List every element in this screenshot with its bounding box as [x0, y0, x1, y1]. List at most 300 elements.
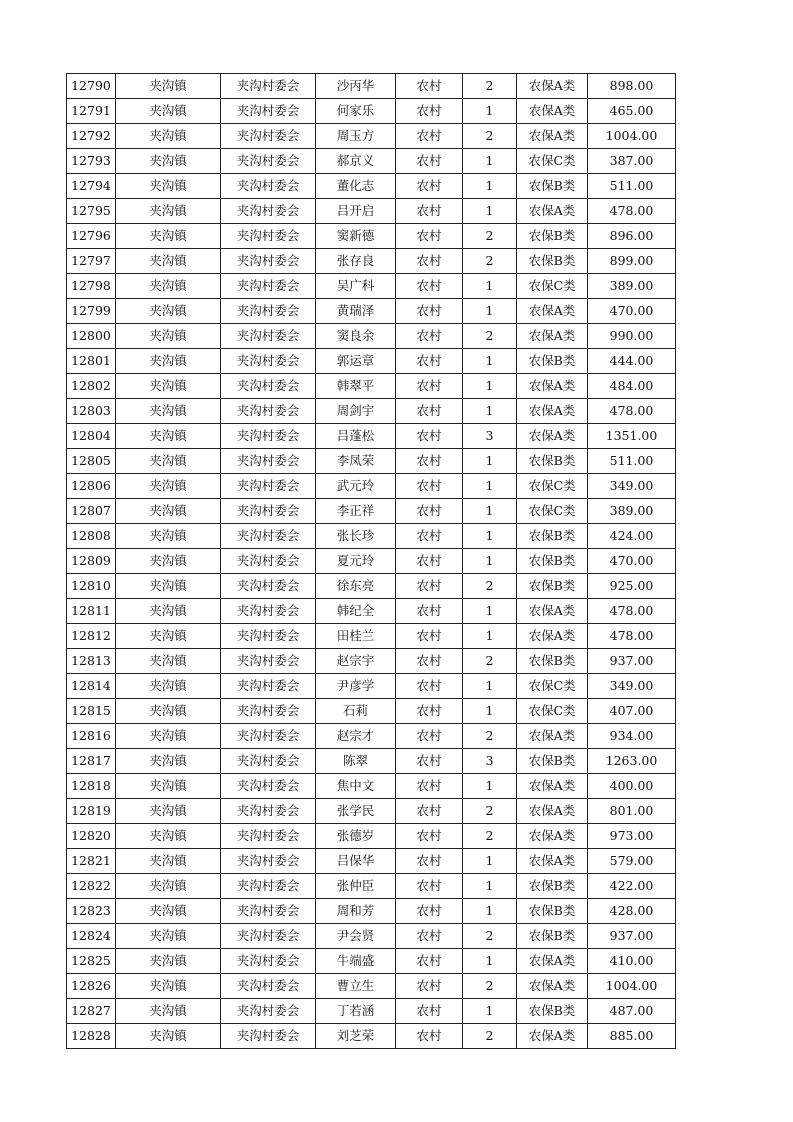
town-cell: 夹沟镇 [116, 274, 221, 299]
town-cell: 夹沟镇 [116, 99, 221, 124]
village-committee-cell: 夹沟村委会 [221, 724, 316, 749]
category-cell: 农保A类 [517, 199, 588, 224]
category-cell: 农保A类 [517, 974, 588, 999]
village-committee-cell: 夹沟村委会 [221, 849, 316, 874]
household-count-cell: 1 [463, 199, 517, 224]
town-cell: 夹沟镇 [116, 699, 221, 724]
town-cell: 夹沟镇 [116, 599, 221, 624]
record-id-cell: 12827 [67, 999, 116, 1024]
amount-cell: 937.00 [588, 924, 676, 949]
area-type-cell: 农村 [396, 524, 463, 549]
village-committee-cell: 夹沟村委会 [221, 199, 316, 224]
name-cell: 张仲臣 [316, 874, 396, 899]
area-type-cell: 农村 [396, 949, 463, 974]
amount-cell: 444.00 [588, 349, 676, 374]
amount-cell: 937.00 [588, 649, 676, 674]
name-cell: 张存良 [316, 249, 396, 274]
area-type-cell: 农村 [396, 249, 463, 274]
household-count-cell: 1 [463, 499, 517, 524]
area-type-cell: 农村 [396, 399, 463, 424]
amount-cell: 410.00 [588, 949, 676, 974]
record-id-cell: 12809 [67, 549, 116, 574]
household-count-cell: 3 [463, 749, 517, 774]
record-id-cell: 12808 [67, 524, 116, 549]
table-row [67, 1024, 676, 1049]
household-count-cell: 1 [463, 599, 517, 624]
area-type-cell: 农村 [396, 299, 463, 324]
town-cell: 夹沟镇 [116, 299, 221, 324]
area-type-cell: 农村 [396, 174, 463, 199]
amount-cell: 973.00 [588, 824, 676, 849]
category-cell: 农保B类 [517, 449, 588, 474]
area-type-cell: 农村 [396, 699, 463, 724]
village-committee-cell: 夹沟村委会 [221, 999, 316, 1024]
town-cell: 夹沟镇 [116, 774, 221, 799]
amount-cell: 1004.00 [588, 974, 676, 999]
table-row [67, 174, 676, 199]
record-id-cell: 12816 [67, 724, 116, 749]
record-id-cell: 12804 [67, 424, 116, 449]
name-cell: 董化志 [316, 174, 396, 199]
record-id-cell: 12807 [67, 499, 116, 524]
category-cell: 农保B类 [517, 574, 588, 599]
household-count-cell: 2 [463, 824, 517, 849]
data-table [66, 73, 676, 1049]
category-cell: 农保B类 [517, 224, 588, 249]
record-id-cell: 12811 [67, 599, 116, 624]
amount-cell: 387.00 [588, 149, 676, 174]
category-cell: 农保A类 [517, 374, 588, 399]
village-committee-cell: 夹沟村委会 [221, 499, 316, 524]
table-row [67, 624, 676, 649]
household-count-cell: 2 [463, 224, 517, 249]
table-row [67, 999, 676, 1024]
category-cell: 农保A类 [517, 824, 588, 849]
household-count-cell: 1 [463, 674, 517, 699]
table-row [67, 699, 676, 724]
village-committee-cell: 夹沟村委会 [221, 899, 316, 924]
record-id-cell: 12812 [67, 624, 116, 649]
record-id-cell: 12828 [67, 1024, 116, 1049]
category-cell: 农保C类 [517, 274, 588, 299]
area-type-cell: 农村 [396, 549, 463, 574]
table-row [67, 99, 676, 124]
amount-cell: 389.00 [588, 499, 676, 524]
household-count-cell: 2 [463, 1024, 517, 1049]
table-row [67, 449, 676, 474]
household-count-cell: 1 [463, 99, 517, 124]
record-id-cell: 12814 [67, 674, 116, 699]
amount-cell: 422.00 [588, 874, 676, 899]
name-cell: 丁若涵 [316, 999, 396, 1024]
household-count-cell: 1 [463, 274, 517, 299]
category-cell: 农保B类 [517, 649, 588, 674]
town-cell: 夹沟镇 [116, 324, 221, 349]
village-committee-cell: 夹沟村委会 [221, 674, 316, 699]
amount-cell: 407.00 [588, 699, 676, 724]
amount-cell: 465.00 [588, 99, 676, 124]
amount-cell: 478.00 [588, 199, 676, 224]
town-cell: 夹沟镇 [116, 124, 221, 149]
name-cell: 吴广科 [316, 274, 396, 299]
category-cell: 农保A类 [517, 724, 588, 749]
name-cell: 张德岁 [316, 824, 396, 849]
household-count-cell: 2 [463, 724, 517, 749]
town-cell: 夹沟镇 [116, 1024, 221, 1049]
record-id-cell: 12802 [67, 374, 116, 399]
household-count-cell: 1 [463, 174, 517, 199]
record-id-cell: 12822 [67, 874, 116, 899]
name-cell: 吕蓬松 [316, 424, 396, 449]
town-cell: 夹沟镇 [116, 899, 221, 924]
amount-cell: 899.00 [588, 249, 676, 274]
household-count-cell: 1 [463, 949, 517, 974]
area-type-cell: 农村 [396, 99, 463, 124]
table-row [67, 424, 676, 449]
area-type-cell: 农村 [396, 799, 463, 824]
household-count-cell: 1 [463, 624, 517, 649]
village-committee-cell: 夹沟村委会 [221, 74, 316, 99]
record-id-cell: 12813 [67, 649, 116, 674]
name-cell: 尹彦学 [316, 674, 396, 699]
table-row [67, 349, 676, 374]
village-committee-cell: 夹沟村委会 [221, 549, 316, 574]
name-cell: 张学民 [316, 799, 396, 824]
village-committee-cell: 夹沟村委会 [221, 349, 316, 374]
category-cell: 农保C类 [517, 699, 588, 724]
name-cell: 曹立生 [316, 974, 396, 999]
name-cell: 沙丙华 [316, 74, 396, 99]
amount-cell: 801.00 [588, 799, 676, 824]
amount-cell: 990.00 [588, 324, 676, 349]
village-committee-cell: 夹沟村委会 [221, 174, 316, 199]
name-cell: 周和芳 [316, 899, 396, 924]
area-type-cell: 农村 [396, 74, 463, 99]
village-committee-cell: 夹沟村委会 [221, 949, 316, 974]
table-row [67, 974, 676, 999]
area-type-cell: 农村 [396, 474, 463, 499]
category-cell: 农保B类 [517, 874, 588, 899]
village-committee-cell: 夹沟村委会 [221, 374, 316, 399]
town-cell: 夹沟镇 [116, 524, 221, 549]
name-cell: 田桂兰 [316, 624, 396, 649]
record-id-cell: 12823 [67, 899, 116, 924]
name-cell: 韩纪全 [316, 599, 396, 624]
category-cell: 农保A类 [517, 799, 588, 824]
area-type-cell: 农村 [396, 499, 463, 524]
area-type-cell: 农村 [396, 974, 463, 999]
area-type-cell: 农村 [396, 1024, 463, 1049]
name-cell: 郭运章 [316, 349, 396, 374]
category-cell: 农保B类 [517, 899, 588, 924]
household-count-cell: 2 [463, 974, 517, 999]
category-cell: 农保B类 [517, 524, 588, 549]
category-cell: 农保C类 [517, 149, 588, 174]
record-id-cell: 12817 [67, 749, 116, 774]
name-cell: 张长珍 [316, 524, 396, 549]
table-row [67, 74, 676, 99]
record-id-cell: 12800 [67, 324, 116, 349]
record-id-cell: 12819 [67, 799, 116, 824]
household-count-cell: 1 [463, 549, 517, 574]
category-cell: 农保A类 [517, 399, 588, 424]
category-cell: 农保A类 [517, 324, 588, 349]
amount-cell: 349.00 [588, 474, 676, 499]
village-committee-cell: 夹沟村委会 [221, 799, 316, 824]
town-cell: 夹沟镇 [116, 474, 221, 499]
area-type-cell: 农村 [396, 899, 463, 924]
village-committee-cell: 夹沟村委会 [221, 249, 316, 274]
town-cell: 夹沟镇 [116, 549, 221, 574]
category-cell: 农保A类 [517, 599, 588, 624]
category-cell: 农保C类 [517, 499, 588, 524]
town-cell: 夹沟镇 [116, 624, 221, 649]
town-cell: 夹沟镇 [116, 349, 221, 374]
name-cell: 赵宗才 [316, 724, 396, 749]
table-row [67, 374, 676, 399]
village-committee-cell: 夹沟村委会 [221, 224, 316, 249]
area-type-cell: 农村 [396, 924, 463, 949]
village-committee-cell: 夹沟村委会 [221, 424, 316, 449]
area-type-cell: 农村 [396, 674, 463, 699]
name-cell: 刘芝荣 [316, 1024, 396, 1049]
area-type-cell: 农村 [396, 999, 463, 1024]
table-body [67, 74, 676, 1049]
record-id-cell: 12793 [67, 149, 116, 174]
amount-cell: 511.00 [588, 174, 676, 199]
table-row [67, 299, 676, 324]
household-count-cell: 1 [463, 449, 517, 474]
town-cell: 夹沟镇 [116, 399, 221, 424]
village-committee-cell: 夹沟村委会 [221, 699, 316, 724]
village-committee-cell: 夹沟村委会 [221, 574, 316, 599]
record-id-cell: 12791 [67, 99, 116, 124]
household-count-cell: 2 [463, 924, 517, 949]
amount-cell: 934.00 [588, 724, 676, 749]
table-row [67, 124, 676, 149]
area-type-cell: 农村 [396, 424, 463, 449]
table-row [67, 899, 676, 924]
record-id-cell: 12799 [67, 299, 116, 324]
town-cell: 夹沟镇 [116, 199, 221, 224]
category-cell: 农保B类 [517, 924, 588, 949]
town-cell: 夹沟镇 [116, 674, 221, 699]
table-row [67, 399, 676, 424]
table-row [67, 224, 676, 249]
village-committee-cell: 夹沟村委会 [221, 974, 316, 999]
record-id-cell: 12820 [67, 824, 116, 849]
area-type-cell: 农村 [396, 849, 463, 874]
amount-cell: 389.00 [588, 274, 676, 299]
town-cell: 夹沟镇 [116, 424, 221, 449]
area-type-cell: 农村 [396, 599, 463, 624]
area-type-cell: 农村 [396, 874, 463, 899]
category-cell: 农保A类 [517, 949, 588, 974]
household-count-cell: 3 [463, 424, 517, 449]
town-cell: 夹沟镇 [116, 374, 221, 399]
record-id-cell: 12795 [67, 199, 116, 224]
town-cell: 夹沟镇 [116, 649, 221, 674]
town-cell: 夹沟镇 [116, 249, 221, 274]
amount-cell: 349.00 [588, 674, 676, 699]
area-type-cell: 农村 [396, 324, 463, 349]
record-id-cell: 12801 [67, 349, 116, 374]
village-committee-cell: 夹沟村委会 [221, 524, 316, 549]
household-count-cell: 1 [463, 874, 517, 899]
village-committee-cell: 夹沟村委会 [221, 774, 316, 799]
table-row [67, 149, 676, 174]
name-cell: 徐东亮 [316, 574, 396, 599]
name-cell: 周剑宇 [316, 399, 396, 424]
table-row [67, 524, 676, 549]
town-cell: 夹沟镇 [116, 574, 221, 599]
village-committee-cell: 夹沟村委会 [221, 924, 316, 949]
household-count-cell: 2 [463, 574, 517, 599]
household-count-cell: 2 [463, 74, 517, 99]
category-cell: 农保B类 [517, 999, 588, 1024]
village-committee-cell: 夹沟村委会 [221, 824, 316, 849]
table-row [67, 824, 676, 849]
category-cell: 农保A类 [517, 774, 588, 799]
record-id-cell: 12798 [67, 274, 116, 299]
amount-cell: 1351.00 [588, 424, 676, 449]
area-type-cell: 农村 [396, 449, 463, 474]
name-cell: 焦中文 [316, 774, 396, 799]
village-committee-cell: 夹沟村委会 [221, 649, 316, 674]
name-cell: 李正祥 [316, 499, 396, 524]
table-row [67, 549, 676, 574]
table-row [67, 774, 676, 799]
record-id-cell: 12806 [67, 474, 116, 499]
table-row [67, 574, 676, 599]
category-cell: 农保A类 [517, 99, 588, 124]
category-cell: 农保B类 [517, 349, 588, 374]
village-committee-cell: 夹沟村委会 [221, 399, 316, 424]
record-id-cell: 12796 [67, 224, 116, 249]
village-committee-cell: 夹沟村委会 [221, 149, 316, 174]
amount-cell: 478.00 [588, 599, 676, 624]
area-type-cell: 农村 [396, 374, 463, 399]
amount-cell: 1004.00 [588, 124, 676, 149]
area-type-cell: 农村 [396, 124, 463, 149]
table-row [67, 724, 676, 749]
town-cell: 夹沟镇 [116, 849, 221, 874]
category-cell: 农保A类 [517, 124, 588, 149]
amount-cell: 1263.00 [588, 749, 676, 774]
household-count-cell: 1 [463, 899, 517, 924]
category-cell: 农保B类 [517, 249, 588, 274]
name-cell: 武元玲 [316, 474, 396, 499]
amount-cell: 885.00 [588, 1024, 676, 1049]
amount-cell: 470.00 [588, 299, 676, 324]
town-cell: 夹沟镇 [116, 799, 221, 824]
village-committee-cell: 夹沟村委会 [221, 124, 316, 149]
category-cell: 农保C类 [517, 674, 588, 699]
area-type-cell: 农村 [396, 349, 463, 374]
record-id-cell: 12824 [67, 924, 116, 949]
amount-cell: 579.00 [588, 849, 676, 874]
amount-cell: 478.00 [588, 399, 676, 424]
household-count-cell: 1 [463, 374, 517, 399]
category-cell: 农保A类 [517, 849, 588, 874]
village-committee-cell: 夹沟村委会 [221, 599, 316, 624]
household-count-cell: 2 [463, 249, 517, 274]
table-row [67, 799, 676, 824]
household-count-cell: 1 [463, 349, 517, 374]
table-row [67, 474, 676, 499]
category-cell: 农保A类 [517, 424, 588, 449]
village-committee-cell: 夹沟村委会 [221, 624, 316, 649]
name-cell: 黄瑞泽 [316, 299, 396, 324]
village-committee-cell: 夹沟村委会 [221, 299, 316, 324]
amount-cell: 925.00 [588, 574, 676, 599]
name-cell: 窦新德 [316, 224, 396, 249]
table-row [67, 674, 676, 699]
record-id-cell: 12821 [67, 849, 116, 874]
town-cell: 夹沟镇 [116, 949, 221, 974]
area-type-cell: 农村 [396, 724, 463, 749]
town-cell: 夹沟镇 [116, 224, 221, 249]
town-cell: 夹沟镇 [116, 74, 221, 99]
town-cell: 夹沟镇 [116, 999, 221, 1024]
village-committee-cell: 夹沟村委会 [221, 324, 316, 349]
amount-cell: 487.00 [588, 999, 676, 1024]
area-type-cell: 农村 [396, 749, 463, 774]
household-count-cell: 1 [463, 999, 517, 1024]
area-type-cell: 农村 [396, 624, 463, 649]
table-row [67, 249, 676, 274]
name-cell: 李凤荣 [316, 449, 396, 474]
name-cell: 陈翠 [316, 749, 396, 774]
amount-cell: 424.00 [588, 524, 676, 549]
household-count-cell: 2 [463, 324, 517, 349]
name-cell: 窦良余 [316, 324, 396, 349]
category-cell: 农保B类 [517, 749, 588, 774]
amount-cell: 400.00 [588, 774, 676, 799]
amount-cell: 898.00 [588, 74, 676, 99]
record-id-cell: 12792 [67, 124, 116, 149]
household-count-cell: 1 [463, 699, 517, 724]
village-committee-cell: 夹沟村委会 [221, 99, 316, 124]
record-id-cell: 12805 [67, 449, 116, 474]
household-count-cell: 1 [463, 399, 517, 424]
table-row [67, 599, 676, 624]
village-committee-cell: 夹沟村委会 [221, 474, 316, 499]
area-type-cell: 农村 [396, 824, 463, 849]
category-cell: 农保C类 [517, 474, 588, 499]
record-id-cell: 12818 [67, 774, 116, 799]
name-cell: 吕开启 [316, 199, 396, 224]
name-cell: 夏元玲 [316, 549, 396, 574]
amount-cell: 896.00 [588, 224, 676, 249]
household-count-cell: 2 [463, 799, 517, 824]
table-row [67, 324, 676, 349]
record-id-cell: 12815 [67, 699, 116, 724]
name-cell: 赵宗宇 [316, 649, 396, 674]
town-cell: 夹沟镇 [116, 724, 221, 749]
amount-cell: 484.00 [588, 374, 676, 399]
name-cell: 韩翠平 [316, 374, 396, 399]
amount-cell: 478.00 [588, 624, 676, 649]
record-id-cell: 12810 [67, 574, 116, 599]
category-cell: 农保B类 [517, 549, 588, 574]
household-count-cell: 1 [463, 524, 517, 549]
area-type-cell: 农村 [396, 774, 463, 799]
area-type-cell: 农村 [396, 274, 463, 299]
name-cell: 石莉 [316, 699, 396, 724]
category-cell: 农保A类 [517, 1024, 588, 1049]
table-row [67, 199, 676, 224]
